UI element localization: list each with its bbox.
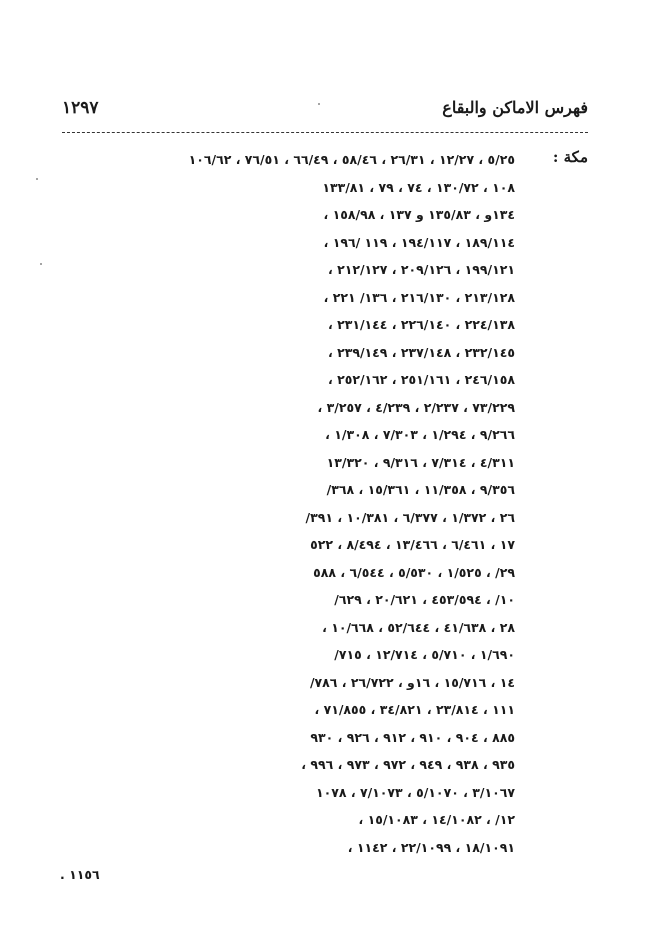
reference-line: ٢٢٤/١٣٨ ، ٢٢٦/١٤٠ ، ٢٣١/١٤٤ ، [327, 317, 515, 332]
page-header [62, 98, 588, 132]
reference-line: ٢١٣/١٢٨ ، ٢١٦/١٣٠ ، ١٣٦/ ٢٢١ ، [323, 289, 515, 305]
reference-line: ١١٥٦ . [60, 867, 100, 882]
speck [318, 103, 320, 105]
reference-line: ٢٤٦/١٥٨ ، ٢٥١/١٦١ ، ٢٥٢/١٦٢ ، [327, 372, 515, 387]
reference-line: ٢٩/ ، ١/٥٢٥ ، ٥/٥٣٠ ، ٦/٥٤٤ ، ٥٨٨ [313, 564, 515, 580]
reference-line: ١٢/ ، ١٤/١٠٨٢ ، ١٥/١٠٨٣ ، [358, 812, 515, 827]
reference-line: ٤/٣١١ ، ٧/٣١٤ ، ٩/٣١٦ ، ١٣/٣٢٠ [326, 454, 515, 470]
reference-line: ٢٨ ، ٤١/٦٣٨ ، ٥٢/٦٤٤ ، ١٠/٦٦٨ ، [322, 619, 515, 635]
reference-line: ١٨/١٠٩١ ، ٢٢/١٠٩٩ ، ١١٤٢ ، [347, 839, 515, 855]
reference-line: ٣/١٠٦٧ ، ٥/١٠٧٠ ، ٧/١٠٧٣ ، ١٠٧٨ [315, 784, 515, 800]
reference-line: ٩٣٥ ، ٩٣٨ ، ٩٤٩ ، ٩٧٢ ، ٩٧٣ ، ٩٩٦ ، [301, 757, 515, 772]
index-entry-references [60, 146, 515, 889]
page-number: ١٢٩٧ [62, 98, 99, 118]
reference-line: ١٠٨ ، ١٣٠/٧٢ ، ٧٤ ، ٧٩ ، ١٣٣/٨١ [322, 179, 515, 195]
running-title: فهرس الاماكن والبقاع [442, 98, 588, 117]
reference-line: ١١١ ، ٢٣/٨١٤ ، ٣٤/٨٢١ ، ٧١/٨٥٥ ، [314, 702, 515, 717]
reference-line: ٩/٢٦٦ ، ١/٢٩٤ ، ٧/٣٠٣ ، ١/٣٠٨ ، [325, 427, 515, 442]
reference-line: ١٧ ، ٦/٤٦١ ، ١٣/٤٦٦ ، ٨/٤٩٤ ، ٥٢٢ [310, 537, 515, 552]
reference-line: ٢٣٢/١٤٥ ، ٢٣٧/١٤٨ ، ٢٣٩/١٤٩ ، [327, 344, 515, 360]
index-entry-term: مكة : [552, 148, 588, 166]
speck [36, 178, 38, 180]
reference-line: ٢٦ ، ١/٣٧٢ ، ٦/٣٧٧ ، ١٠/٣٨١ ، ٣٩١/ [305, 509, 515, 525]
reference-line: ٥/٢٥ ، ١٢/٢٧ ، ٢٦/٣١ ، ٥٨/٤٦ ، ٦٦/٤٩ ، ٧٦/٥١ ، ١٠٦/٦٢ [188, 152, 515, 167]
reference-line: ٩/٣٥٦ ، ١١/٣٥٨ ، ١٥/٣٦١ ، ٣٦٨/ [326, 482, 515, 497]
reference-line: ٧٣/٢٢٩ ، ٢/٢٣٧ ، ٤/٢٣٩ ، ٣/٢٥٧ ، [317, 399, 515, 415]
reference-line: ١/٦٩٠ ، ٥/٧١٠ ، ١٢/٧١٤ ، ٧١٥/ [334, 647, 515, 662]
reference-line: ١٨٩/١١٤ ، ١٩٤/١١٧ ، ١١٩ /١٩٦ ، [323, 234, 515, 250]
reference-line: ١٠/ ، ٤٥٣/٥٩٤ ، ٢٠/٦٢١ ، ٦٢٩/ [334, 592, 515, 607]
reference-line: ١٣٤و ، ١٣٥/٨٣ و ١٣٧ ، ١٥٨/٩٨ ، [323, 207, 515, 222]
speck [40, 263, 42, 265]
reference-line: ١٤ ، ١٥/٧١٦ ، ١٦و ، ٢٦/٧٢٢ ، ٧٨٦/ [309, 674, 515, 690]
reference-line: ١٩٩/١٢١ ، ٢٠٩/١٢٦ ، ٢١٢/١٢٧ ، [327, 262, 515, 277]
reference-line: ٨٨٥ ، ٩٠٤ ، ٩١٠ ، ٩١٢ ، ٩٢٦ ، ٩٣٠ [310, 729, 515, 745]
header-divider [62, 132, 588, 133]
